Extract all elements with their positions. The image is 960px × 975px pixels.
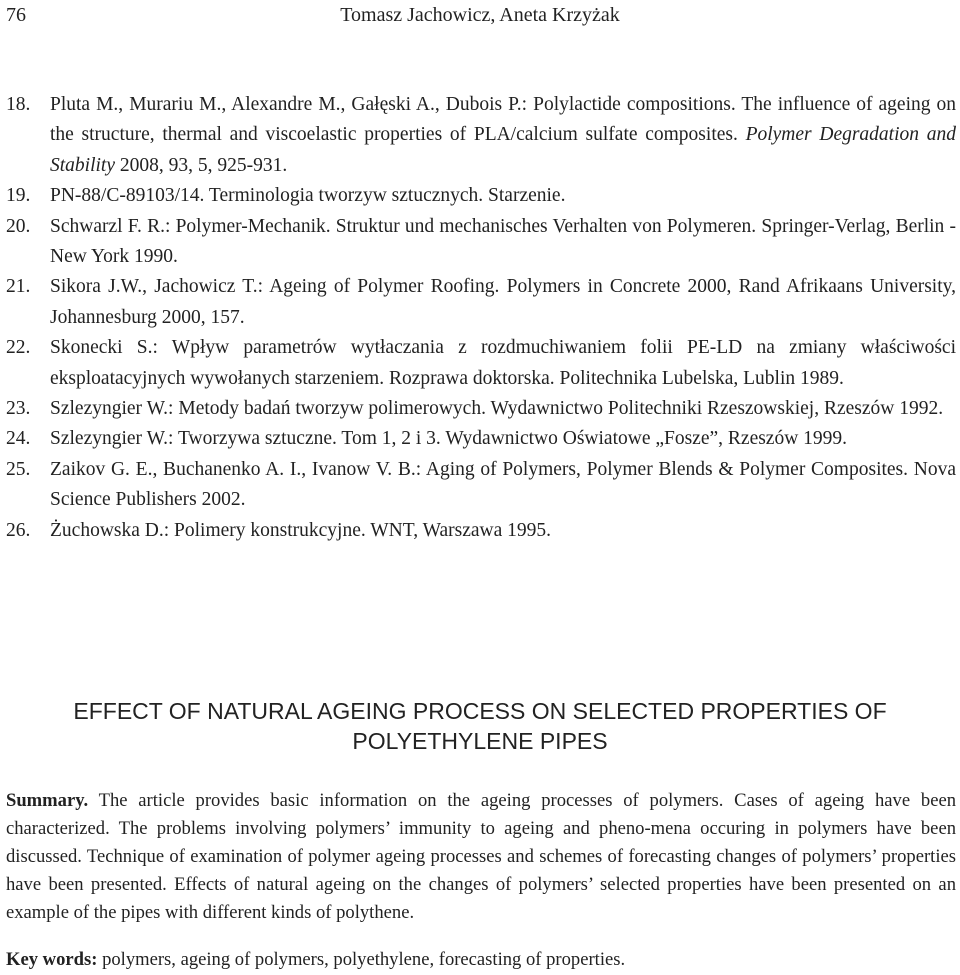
reference-item-18: [6, 90, 956, 181]
reference-number: 23.: [6, 398, 31, 420]
reference-number: 22.: [6, 337, 31, 359]
summary-paragraph: [6, 787, 956, 927]
reference-details: 2008, 93, 5, 925-931.: [115, 154, 288, 176]
reference-item-20: [6, 212, 956, 273]
keywords-text: polymers, ageing of polymers, polyethylene, forecasting of properties.: [97, 949, 626, 970]
reference-list: [6, 90, 956, 546]
reference-journal: Polymer Degradation and Stability: [50, 124, 956, 176]
reference-number: 24.: [6, 428, 31, 450]
reference-number: 19.: [6, 185, 31, 207]
reference-text: [50, 90, 956, 181]
reference-item-26: [6, 516, 956, 546]
reference-item-25: [6, 455, 956, 516]
reference-text: PN-88/C-89103/14. Terminologia tworzyw sztucznych. Starzenie.: [50, 185, 566, 207]
reference-text: Skonecki S.: Wpływ parametrów wytłaczania z rozdmuchiwaniem folii PE-LD na zmiany właściwości eksploatacyjnych wywołanych starzeniem. Rozprawa doktorska. Politechnika Lubelska, Lublin 1989.: [50, 337, 956, 389]
summary-label: Summary.: [6, 790, 89, 811]
reference-item-23: [6, 394, 956, 424]
reference-number: 18.: [6, 94, 31, 115]
running-title: Tomasz Jachowicz, Aneta Krzyżak: [340, 4, 620, 26]
keywords-paragraph: [6, 948, 956, 972]
reference-text: Żuchowska D.: Polimery konstrukcyjne. WNT, Warszawa 1995.: [50, 519, 551, 541]
reference-item-22: [6, 333, 956, 394]
reference-text: Szlezyngier W.: Tworzywa sztuczne. Tom 1, 2 i 3. Wydawnictwo Oświatowe „Fosze”, Rzeszów 1999.: [50, 428, 848, 450]
reference-number: 25.: [6, 458, 31, 480]
reference-text: Sikora J.W., Jachowicz T.: Ageing of Polymer Roofing. Polymers in Concrete 2000, Rand Afrikaans University, Johannesburg 2000, 157.: [50, 276, 956, 328]
reference-authors-title: Pluta M., Murariu M., Alexandre M., Gałęski A., Dubois P.: Polylactide compositions. The influence of ageing on the structure, thermal and viscoelastic properties of PLA/calcium sulfate composites.: [50, 94, 956, 146]
reference-item-21: [6, 272, 956, 333]
reference-number: 21.: [6, 276, 31, 298]
reference-number: 20.: [6, 215, 31, 237]
paper-title-line-1: EFFECT OF NATURAL AGEING PROCESS ON SELECTED PROPERTIES OF: [73, 698, 887, 724]
keywords-label: Key words:: [6, 949, 98, 970]
reference-text: Schwarzl F. R.: Polymer-Mechanik. Struktur und mechanisches Verhalten von Polymeren. Springer-Verlag, Berlin - New York 1990.: [50, 215, 956, 268]
paper-title: [30, 696, 930, 756]
summary-text: The article provides basic information on the ageing processes of polymers. Cases of ageing have been characterized. The problems involving polymers’ immunity to ageing and pheno-mena occuring in polymers have been discussed. Technique of examination of polymer ageing processes and schemes of forecasting changes of polymers’ properties have been presented. Effects of natural ageing on the changes of polymers’ selected properties have been presented on an example of the pipes with different kinds of polythene.: [6, 790, 956, 923]
reference-text: Szlezyngier W.: Metody badań tworzyw polimerowych. Wydawnictwo Politechniki Rzeszowskiej, Rzeszów 1992.: [50, 398, 944, 420]
page-number: 76: [6, 4, 26, 26]
reference-text: Zaikov G. E., Buchanenko A. I., Ivanow V. B.: Aging of Polymers, Polymer Blends & Polymer Composites. Nova Science Publishers 2002.: [50, 458, 956, 511]
running-header: [6, 2, 954, 28]
paper-title-line-2: POLYETHYLENE PIPES: [352, 728, 608, 754]
reference-item-24: [6, 424, 956, 454]
reference-item-19: [6, 181, 956, 211]
reference-number: 26.: [6, 519, 31, 541]
